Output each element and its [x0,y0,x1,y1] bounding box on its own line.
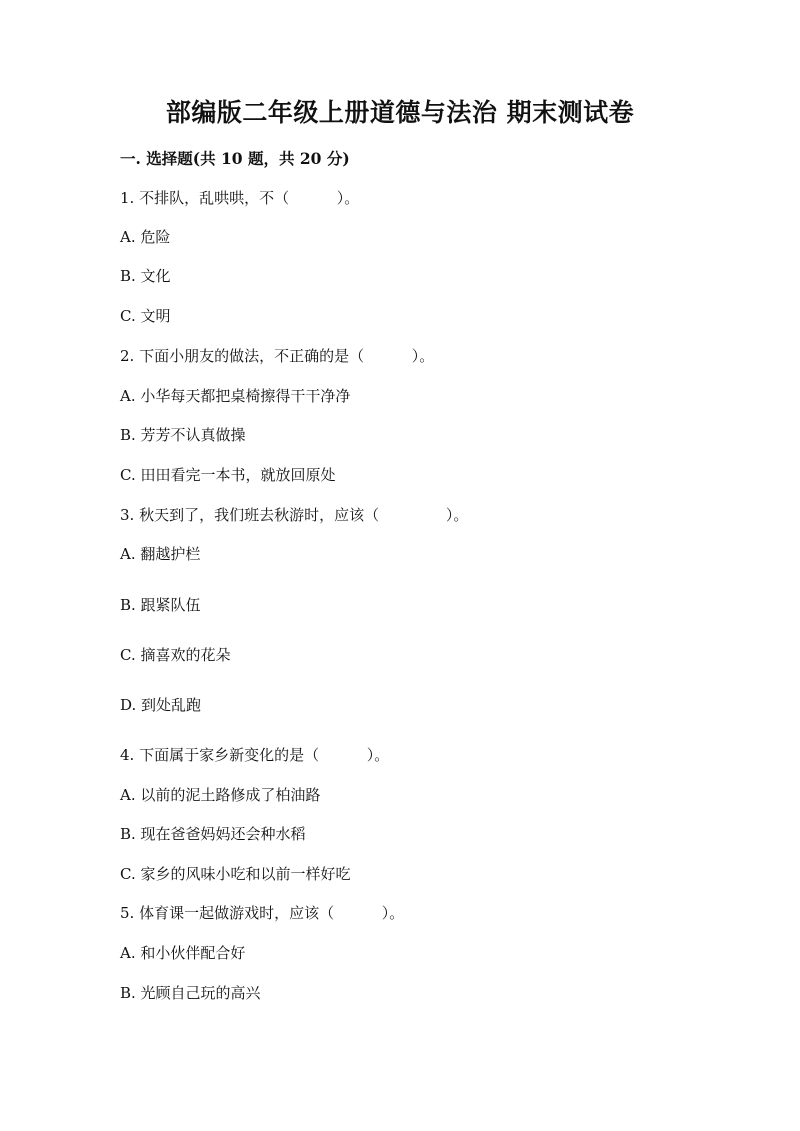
section-heading: 一. 选择题(共 10 题，共 20 分) [120,149,350,168]
question-5-stem: 5. 体育课一起做游戏时，应该（ ）。 [120,904,405,922]
question-5-option-b: B. 光顾自己玩的高兴 [120,984,261,1002]
question-4-option-c: C. 家乡的风味小吃和以前一样好吃 [120,865,351,883]
question-4-option-a: A. 以前的泥土路修成了柏油路 [120,786,321,804]
question-1-option-c: C. 文明 [120,307,171,325]
question-1-stem: 1. 不排队，乱哄哄，不（ ）。 [120,189,360,207]
question-4-option-b: B. 现在爸爸妈妈还会种水稻 [120,825,306,843]
question-2-option-c: C. 田田看完一本书，就放回原处 [120,466,336,484]
question-1-option-a: A. 危险 [120,228,171,246]
question-3-option-c: C. 摘喜欢的花朵 [120,646,231,664]
page-title: 部编版二年级上册道德与法治 期末测试卷 [165,98,635,127]
question-4-stem: 4. 下面属于家乡新变化的是（ ）。 [120,746,390,764]
question-2-option-a: A. 小华每天都把桌椅擦得干干净净 [120,387,351,405]
question-2-option-b: B. 芳芳不认真做操 [120,426,246,444]
question-5-option-a: A. 和小伙伴配合好 [120,944,246,962]
question-3-option-d: D. 到处乱跑 [120,696,202,714]
question-3-option-b: B. 跟紧队伍 [120,596,201,614]
question-2-stem: 2. 下面小朋友的做法，不正确的是（ ）。 [120,347,435,365]
question-3-stem: 3. 秋天到了，我们班去秋游时，应该（ ）。 [120,506,469,524]
question-1-option-b: B. 文化 [120,267,171,285]
question-3-option-a: A. 翻越护栏 [120,545,201,563]
